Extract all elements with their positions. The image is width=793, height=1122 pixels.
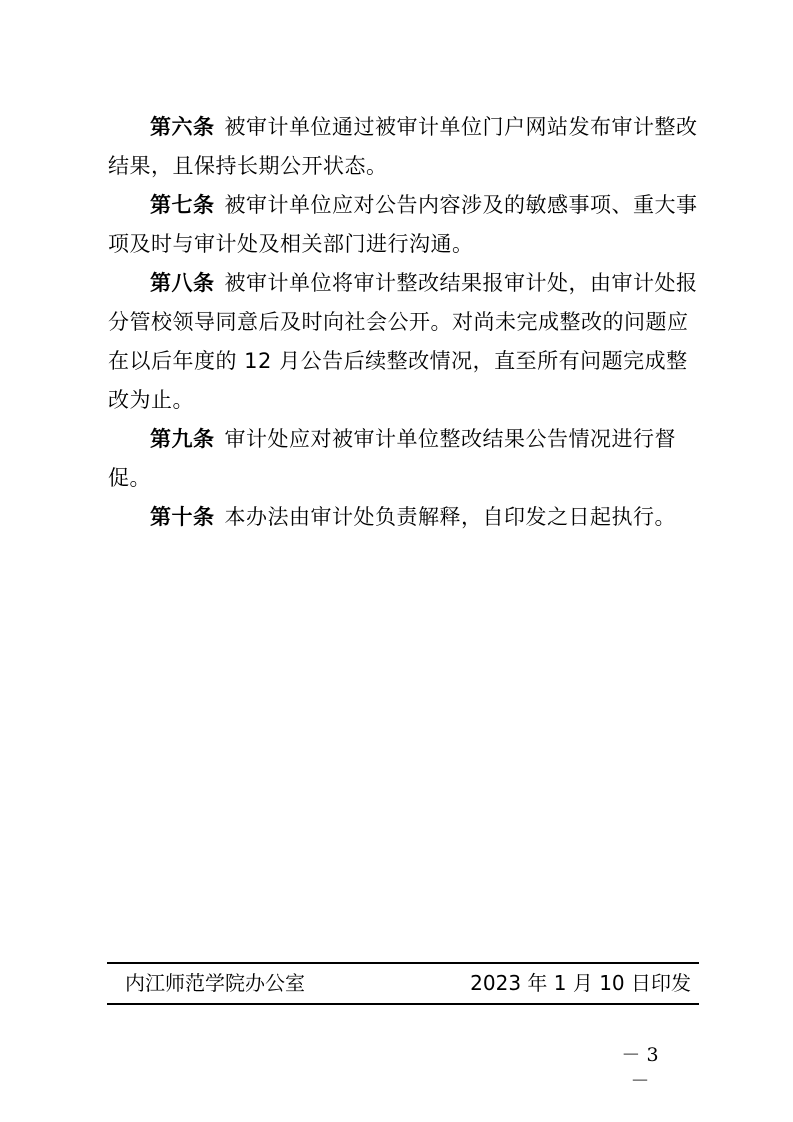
article-text: 被审计单位应对公告内容涉及的敏感事项、重大事项及时与审计处及相关部门进行沟通。 (108, 193, 698, 256)
article-6 (108, 108, 700, 186)
article-number: 第八条 (150, 271, 215, 295)
issue-date: 2023 年 1 月 10 日印发 (470, 971, 691, 995)
article-text: 被审计单位通过被审计单位门户网站发布审计整改结果，且保持长期公开状态。 (108, 115, 698, 178)
article-text: 本办法由审计处负责解释，自印发之日起执行。 (224, 505, 676, 529)
imprint-bar (107, 962, 699, 1005)
article-number: 第七条 (150, 193, 215, 217)
article-number: 第九条 (150, 427, 215, 451)
article-8 (108, 264, 700, 420)
article-text: 被审计单位将审计整改结果报审计处，由审计处报分管校领导同意后及时向社会公开。对尚未完成整改的问题应在以后年度的 12 月公告后续整改情况，直至所有问题完成整改为止。 (108, 271, 698, 412)
article-10 (108, 498, 700, 537)
page-number: － 3 － (621, 1044, 659, 1092)
article-7 (108, 186, 700, 264)
document-body (108, 108, 700, 537)
article-number: 第十条 (150, 505, 215, 529)
article-text: 审计处应对被审计单位整改结果公告情况进行督促。 (108, 427, 676, 490)
article-number: 第六条 (150, 115, 215, 139)
issuing-office: 内江师范学院办公室 (125, 971, 305, 995)
article-9 (108, 420, 700, 498)
